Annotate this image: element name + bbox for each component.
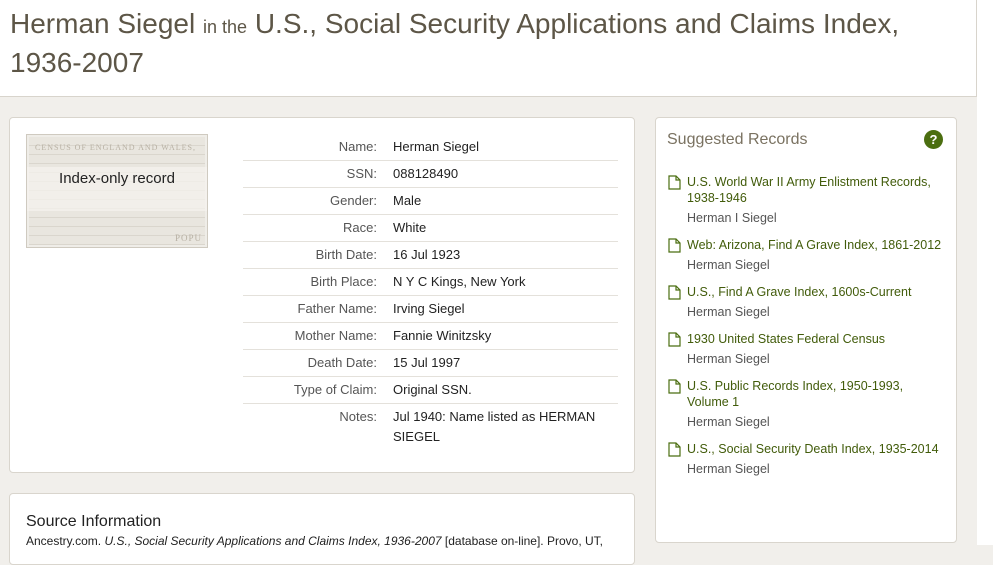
field-value: Fannie Winitzsky xyxy=(393,328,492,343)
field-label: Gender: xyxy=(330,193,377,208)
source-text-suffix: [database on-line]. Provo, UT, xyxy=(444,534,603,548)
field-label: Race: xyxy=(343,220,377,235)
suggested-record-item xyxy=(668,174,948,226)
field-label: Birth Date: xyxy=(315,247,377,262)
source-citation xyxy=(26,534,603,548)
suggested-record-person: Herman Siegel xyxy=(687,305,770,319)
field-label: Mother Name: xyxy=(294,328,377,343)
field-row-ssn xyxy=(243,161,618,188)
document-icon xyxy=(668,175,681,190)
field-value: N Y C Kings, New York xyxy=(393,274,526,289)
field-row-notes xyxy=(243,404,618,450)
field-label: Death Date: xyxy=(307,355,377,370)
suggested-record-item xyxy=(668,237,948,273)
suggested-record-person: Herman Siegel xyxy=(687,258,770,272)
field-row-birth-date xyxy=(243,242,618,269)
suggested-record-person: Herman I Siegel xyxy=(687,211,777,225)
suggested-record-link[interactable]: U.S. World War II Army Enlistment Records, 1938-1946 xyxy=(687,175,931,205)
field-value: White xyxy=(393,220,427,235)
suggested-record-link[interactable]: U.S., Social Security Death Index, 1935-2014 xyxy=(687,442,939,456)
title-collection: U.S., Social Security Applications and Claims Index, 1936-2007 xyxy=(10,8,900,78)
suggested-records-list xyxy=(668,174,948,488)
field-row-name xyxy=(243,134,618,161)
suggested-record-link[interactable]: 1930 United States Federal Census xyxy=(687,332,886,346)
source-title: Source Information xyxy=(26,513,162,530)
suggested-record-item xyxy=(668,284,948,320)
document-icon xyxy=(668,442,681,457)
field-label: Type of Claim: xyxy=(293,382,377,397)
field-value: Jul 1940: Name listed as HERMAN SIEGEL xyxy=(393,409,596,444)
suggested-record-link[interactable]: Web: Arizona, Find A Grave Index, 1861-2012 xyxy=(687,238,942,252)
field-value: Herman Siegel xyxy=(393,139,479,154)
suggested-records-panel xyxy=(655,117,957,543)
suggested-record-item xyxy=(668,441,948,477)
page-header xyxy=(0,0,977,97)
field-label: Name: xyxy=(338,139,377,154)
field-value: Irving Siegel xyxy=(393,301,465,316)
page-right-edge xyxy=(977,0,993,545)
field-value: 15 Jul 1997 xyxy=(393,355,461,370)
page-title xyxy=(10,6,950,80)
index-only-label: Index-only record xyxy=(59,170,175,187)
field-row-death-date xyxy=(243,350,618,377)
field-row-type-of-claim xyxy=(243,377,618,404)
field-label: Birth Place: xyxy=(310,274,377,289)
title-connector: in the xyxy=(202,17,248,37)
title-person-name: Herman Siegel xyxy=(10,8,196,39)
suggested-record-person: Herman Siegel xyxy=(687,415,770,429)
suggested-record-person: Herman Siegel xyxy=(687,462,770,476)
field-label: Notes: xyxy=(339,409,377,424)
help-icon[interactable]: ? xyxy=(924,130,943,149)
document-icon xyxy=(668,332,681,347)
document-icon xyxy=(668,379,681,394)
thumbnail-doc-header: CENSUS OF ENGLAND AND WALES, xyxy=(35,143,196,152)
suggested-records-title: Suggested Records xyxy=(667,131,808,148)
field-row-mother-name xyxy=(243,323,618,350)
field-label: SSN: xyxy=(346,166,377,181)
field-value: Original SSN. xyxy=(393,382,472,397)
record-fields xyxy=(243,134,618,450)
field-value: 16 Jul 1923 xyxy=(393,247,461,262)
suggested-record-link[interactable]: U.S., Find A Grave Index, 1600s-Current xyxy=(687,285,912,299)
field-value: 088128490 xyxy=(393,166,459,181)
field-value: Male xyxy=(393,193,422,208)
suggested-record-link[interactable]: U.S. Public Records Index, 1950-1993, Volume 1 xyxy=(687,379,904,409)
suggested-record-item xyxy=(668,331,948,367)
field-row-race xyxy=(243,215,618,242)
suggested-record-person: Herman Siegel xyxy=(687,352,770,366)
source-text-collection: U.S., Social Security Applications and Claims Index, 1936-2007 xyxy=(104,534,442,548)
field-row-birth-place xyxy=(243,269,618,296)
source-information-card xyxy=(9,493,635,565)
document-icon xyxy=(668,238,681,253)
thumbnail-doc-footer: POPU xyxy=(174,233,202,243)
record-card xyxy=(9,117,635,473)
suggested-record-item xyxy=(668,378,948,430)
source-text-prefix: Ancestry.com. xyxy=(26,534,102,548)
record-thumbnail[interactable] xyxy=(26,134,208,248)
document-icon xyxy=(668,285,681,300)
field-row-gender xyxy=(243,188,618,215)
field-label: Father Name: xyxy=(297,301,377,316)
field-row-father-name xyxy=(243,296,618,323)
